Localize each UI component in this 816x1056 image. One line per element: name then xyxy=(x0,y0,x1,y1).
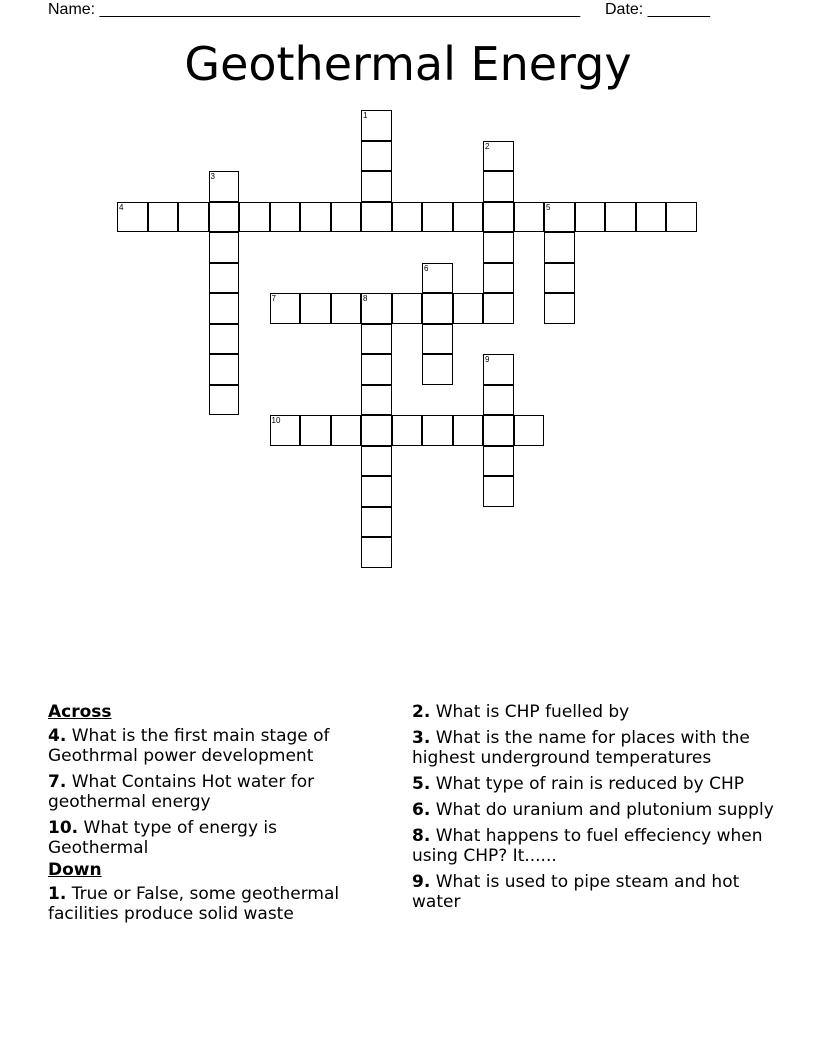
cell-number: 9 xyxy=(485,355,490,364)
across-heading: Across xyxy=(48,702,112,722)
crossword-cell[interactable] xyxy=(422,324,453,355)
clues-left-column xyxy=(48,702,378,930)
crossword-cell[interactable] xyxy=(605,202,636,233)
crossword-cell[interactable] xyxy=(270,415,301,446)
clue-number: 10. xyxy=(48,818,79,838)
crossword-cell[interactable] xyxy=(361,476,392,507)
crossword-cell[interactable] xyxy=(483,202,514,233)
crossword-cell[interactable] xyxy=(148,202,179,233)
clue-number: 4. xyxy=(48,726,67,746)
clue-text: What is the first main stage of Geothrmal power development xyxy=(48,726,330,766)
crossword-cell[interactable] xyxy=(483,232,514,263)
crossword-cell[interactable] xyxy=(300,415,331,446)
crossword-cell[interactable] xyxy=(361,110,392,141)
crossword-cell[interactable] xyxy=(544,263,575,294)
crossword-cell[interactable] xyxy=(483,476,514,507)
crossword-cell[interactable] xyxy=(544,202,575,233)
crossword-cell[interactable] xyxy=(361,446,392,477)
crossword-cell[interactable] xyxy=(331,202,362,233)
crossword-cell[interactable] xyxy=(361,202,392,233)
clue-text: What happens to fuel effeciency when using CHP? It...... xyxy=(412,826,763,866)
clue-down-5 xyxy=(412,774,782,794)
clue-number: 9. xyxy=(412,872,431,892)
clue-text: What Contains Hot water for geothermal energy xyxy=(48,772,315,812)
crossword-cell[interactable] xyxy=(483,415,514,446)
clue-text: What is the name for places with the highest underground temperatures xyxy=(412,728,750,768)
cell-number: 7 xyxy=(271,294,276,303)
clue-number: 5. xyxy=(412,774,431,794)
name-field[interactable]: Name: ______________________________________________________ xyxy=(48,1,581,18)
crossword-cell[interactable] xyxy=(361,171,392,202)
crossword-cell[interactable] xyxy=(483,354,514,385)
crossword-cell[interactable] xyxy=(392,415,423,446)
clue-number: 3. xyxy=(412,728,431,748)
crossword-cell[interactable] xyxy=(300,293,331,324)
clue-down-6 xyxy=(412,800,782,820)
clue-number: 8. xyxy=(412,826,431,846)
crossword-cell[interactable] xyxy=(209,385,240,416)
crossword-cell[interactable] xyxy=(331,415,362,446)
clue-number: 2. xyxy=(412,702,431,722)
clue-down-1 xyxy=(48,884,378,924)
crossword-cell[interactable] xyxy=(361,293,392,324)
crossword-cell[interactable] xyxy=(422,293,453,324)
crossword-cell[interactable] xyxy=(453,415,484,446)
crossword-cell[interactable] xyxy=(422,263,453,294)
cell-number: 5 xyxy=(546,202,551,212)
crossword-cell[interactable] xyxy=(209,263,240,294)
down-heading: Down xyxy=(48,860,102,880)
clue-text: What type of rain is reduced by CHP xyxy=(435,774,745,794)
crossword-cell[interactable] xyxy=(422,202,453,233)
clue-across-4 xyxy=(48,726,378,766)
crossword-cell[interactable] xyxy=(483,293,514,324)
clue-number: 1. xyxy=(48,884,67,904)
crossword-cell[interactable] xyxy=(178,202,209,233)
crossword-cell[interactable] xyxy=(483,385,514,416)
cell-number: 6 xyxy=(424,263,429,273)
crossword-cell[interactable] xyxy=(453,293,484,324)
crossword-cell[interactable] xyxy=(392,202,423,233)
clue-down-2 xyxy=(412,702,782,722)
crossword-cell[interactable] xyxy=(117,202,148,233)
cell-number: 1 xyxy=(363,111,368,120)
clue-down-8 xyxy=(412,826,782,866)
clue-number: 7. xyxy=(48,772,67,792)
crossword-cell[interactable] xyxy=(361,537,392,568)
crossword-cell[interactable] xyxy=(636,202,667,233)
crossword-cell[interactable] xyxy=(361,324,392,355)
cell-number: 2 xyxy=(485,141,490,151)
crossword-cell[interactable] xyxy=(483,141,514,172)
clue-text: What is CHP fuelled by xyxy=(435,702,630,722)
crossword-cell[interactable] xyxy=(453,202,484,233)
crossword-cell[interactable] xyxy=(392,293,423,324)
clue-text: What is used to pipe steam and hot water xyxy=(412,872,740,912)
crossword-cell[interactable] xyxy=(544,293,575,324)
crossword-cell[interactable] xyxy=(209,354,240,385)
crossword-cell[interactable] xyxy=(514,202,545,233)
crossword-cell[interactable] xyxy=(361,385,392,416)
clue-text: What type of energy is Geothermal xyxy=(48,818,277,858)
crossword-cell[interactable] xyxy=(300,202,331,233)
crossword-cell[interactable] xyxy=(270,202,301,233)
crossword-cell[interactable] xyxy=(239,202,270,233)
crossword-cell[interactable] xyxy=(544,232,575,263)
clue-down-9 xyxy=(412,872,782,912)
crossword-cell[interactable] xyxy=(483,446,514,477)
crossword-cell[interactable] xyxy=(483,263,514,294)
crossword-cell[interactable] xyxy=(209,171,240,202)
crossword-cell[interactable] xyxy=(361,415,392,446)
crossword-cell[interactable] xyxy=(331,293,362,324)
crossword-cell[interactable] xyxy=(514,415,545,446)
crossword-cell[interactable] xyxy=(209,232,240,263)
crossword-cell[interactable] xyxy=(483,171,514,202)
clue-across-10 xyxy=(48,818,378,858)
clue-down-3 xyxy=(412,728,782,768)
cell-number: 3 xyxy=(210,172,215,181)
crossword-cell[interactable] xyxy=(361,354,392,385)
clue-text: True or False, some geothermal facilities produce solid waste xyxy=(48,884,340,924)
crossword-cell[interactable] xyxy=(666,202,697,233)
crossword-cell[interactable] xyxy=(270,293,301,324)
crossword-cell[interactable] xyxy=(361,507,392,538)
cell-number: 4 xyxy=(119,202,124,212)
crossword-cell[interactable] xyxy=(209,202,240,233)
crossword-cell[interactable] xyxy=(422,354,453,385)
clue-across-7 xyxy=(48,772,378,812)
page-title: Geothermal Energy xyxy=(184,37,632,91)
date-field[interactable]: Date: _______ xyxy=(605,1,710,18)
crossword-cell[interactable] xyxy=(575,202,606,233)
crossword-cell[interactable] xyxy=(209,293,240,324)
clue-number: 6. xyxy=(412,800,431,820)
cell-number: 10 xyxy=(271,416,281,425)
crossword-cell[interactable] xyxy=(422,415,453,446)
cell-number: 8 xyxy=(363,294,368,303)
clues-right-column xyxy=(412,702,782,918)
clue-text: What do uranium and plutonium supply xyxy=(435,800,774,820)
crossword-cell[interactable] xyxy=(209,324,240,355)
crossword-cell[interactable] xyxy=(361,141,392,172)
